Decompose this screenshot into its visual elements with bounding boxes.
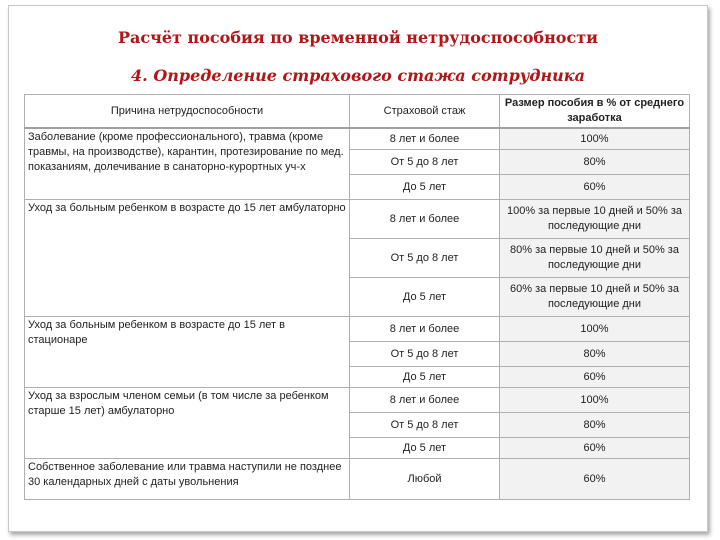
benefit-cell: 100% — [500, 317, 690, 342]
table-row — [25, 128, 690, 150]
experience-cell: От 5 до 8 лет — [350, 239, 500, 278]
experience-cell: От 5 до 8 лет — [350, 150, 500, 175]
experience-cell: До 5 лет — [350, 278, 500, 317]
benefit-cell: 80% за первые 10 дней и 50% за последующие дни — [500, 239, 690, 278]
benefit-cell: 100% — [500, 128, 690, 150]
slide-subtitle: 4. Определение страхового стажа сотрудника — [131, 66, 585, 85]
experience-cell: От 5 до 8 лет — [350, 342, 500, 367]
benefit-cell: 60% — [500, 367, 690, 388]
header-experience: Страховой стаж — [350, 95, 500, 129]
experience-cell: До 5 лет — [350, 438, 500, 459]
header-benefit-size: Размер пособия в % от среднего заработка — [500, 95, 690, 129]
reason-cell: Уход за больным ребенком в возрасте до 15 лет амбулаторно — [25, 200, 350, 317]
table-row — [25, 459, 690, 500]
benefit-cell: 80% — [500, 150, 690, 175]
experience-cell: До 5 лет — [350, 175, 500, 200]
experience-cell: Любой — [350, 459, 500, 500]
reason-cell: Заболевание (кроме профессионального), травма (кроме травмы, на производстве), карантин, протезирование по мед. показаниям, долечивание в санаторно-курортных уч-х — [25, 128, 350, 200]
slide-title: Расчёт пособия по временной нетрудоспособности — [118, 28, 598, 47]
benefit-cell: 60% — [500, 175, 690, 200]
benefit-cell: 80% — [500, 342, 690, 367]
table-row — [25, 388, 690, 413]
table-row — [25, 317, 690, 342]
experience-cell: 8 лет и более — [350, 128, 500, 150]
benefit-cell: 80% — [500, 413, 690, 438]
reason-cell: Уход за взрослым членом семьи (в том числе за ребенком старше 15 лет) амбулаторно — [25, 388, 350, 459]
benefit-cell: 60% за первые 10 дней и 50% за последующие дни — [500, 278, 690, 317]
experience-cell: 8 лет и более — [350, 388, 500, 413]
experience-cell: 8 лет и более — [350, 200, 500, 239]
experience-cell: 8 лет и более — [350, 317, 500, 342]
benefit-cell: 60% — [500, 438, 690, 459]
benefit-cell: 60% — [500, 459, 690, 500]
table-header-row — [25, 95, 690, 129]
header-reason: Причина нетрудоспособности — [25, 95, 350, 129]
benefit-table — [24, 94, 690, 500]
benefit-cell: 100% — [500, 388, 690, 413]
reason-cell: Собственное заболевание или травма наступили не позднее 30 календарных дней с даты увольнения — [25, 459, 350, 500]
reason-cell: Уход за больным ребенком в возрасте до 15 лет в стационаре — [25, 317, 350, 388]
experience-cell: До 5 лет — [350, 367, 500, 388]
experience-cell: От 5 до 8 лет — [350, 413, 500, 438]
table-row — [25, 200, 690, 239]
benefit-cell: 100% за первые 10 дней и 50% за последующие дни — [500, 200, 690, 239]
